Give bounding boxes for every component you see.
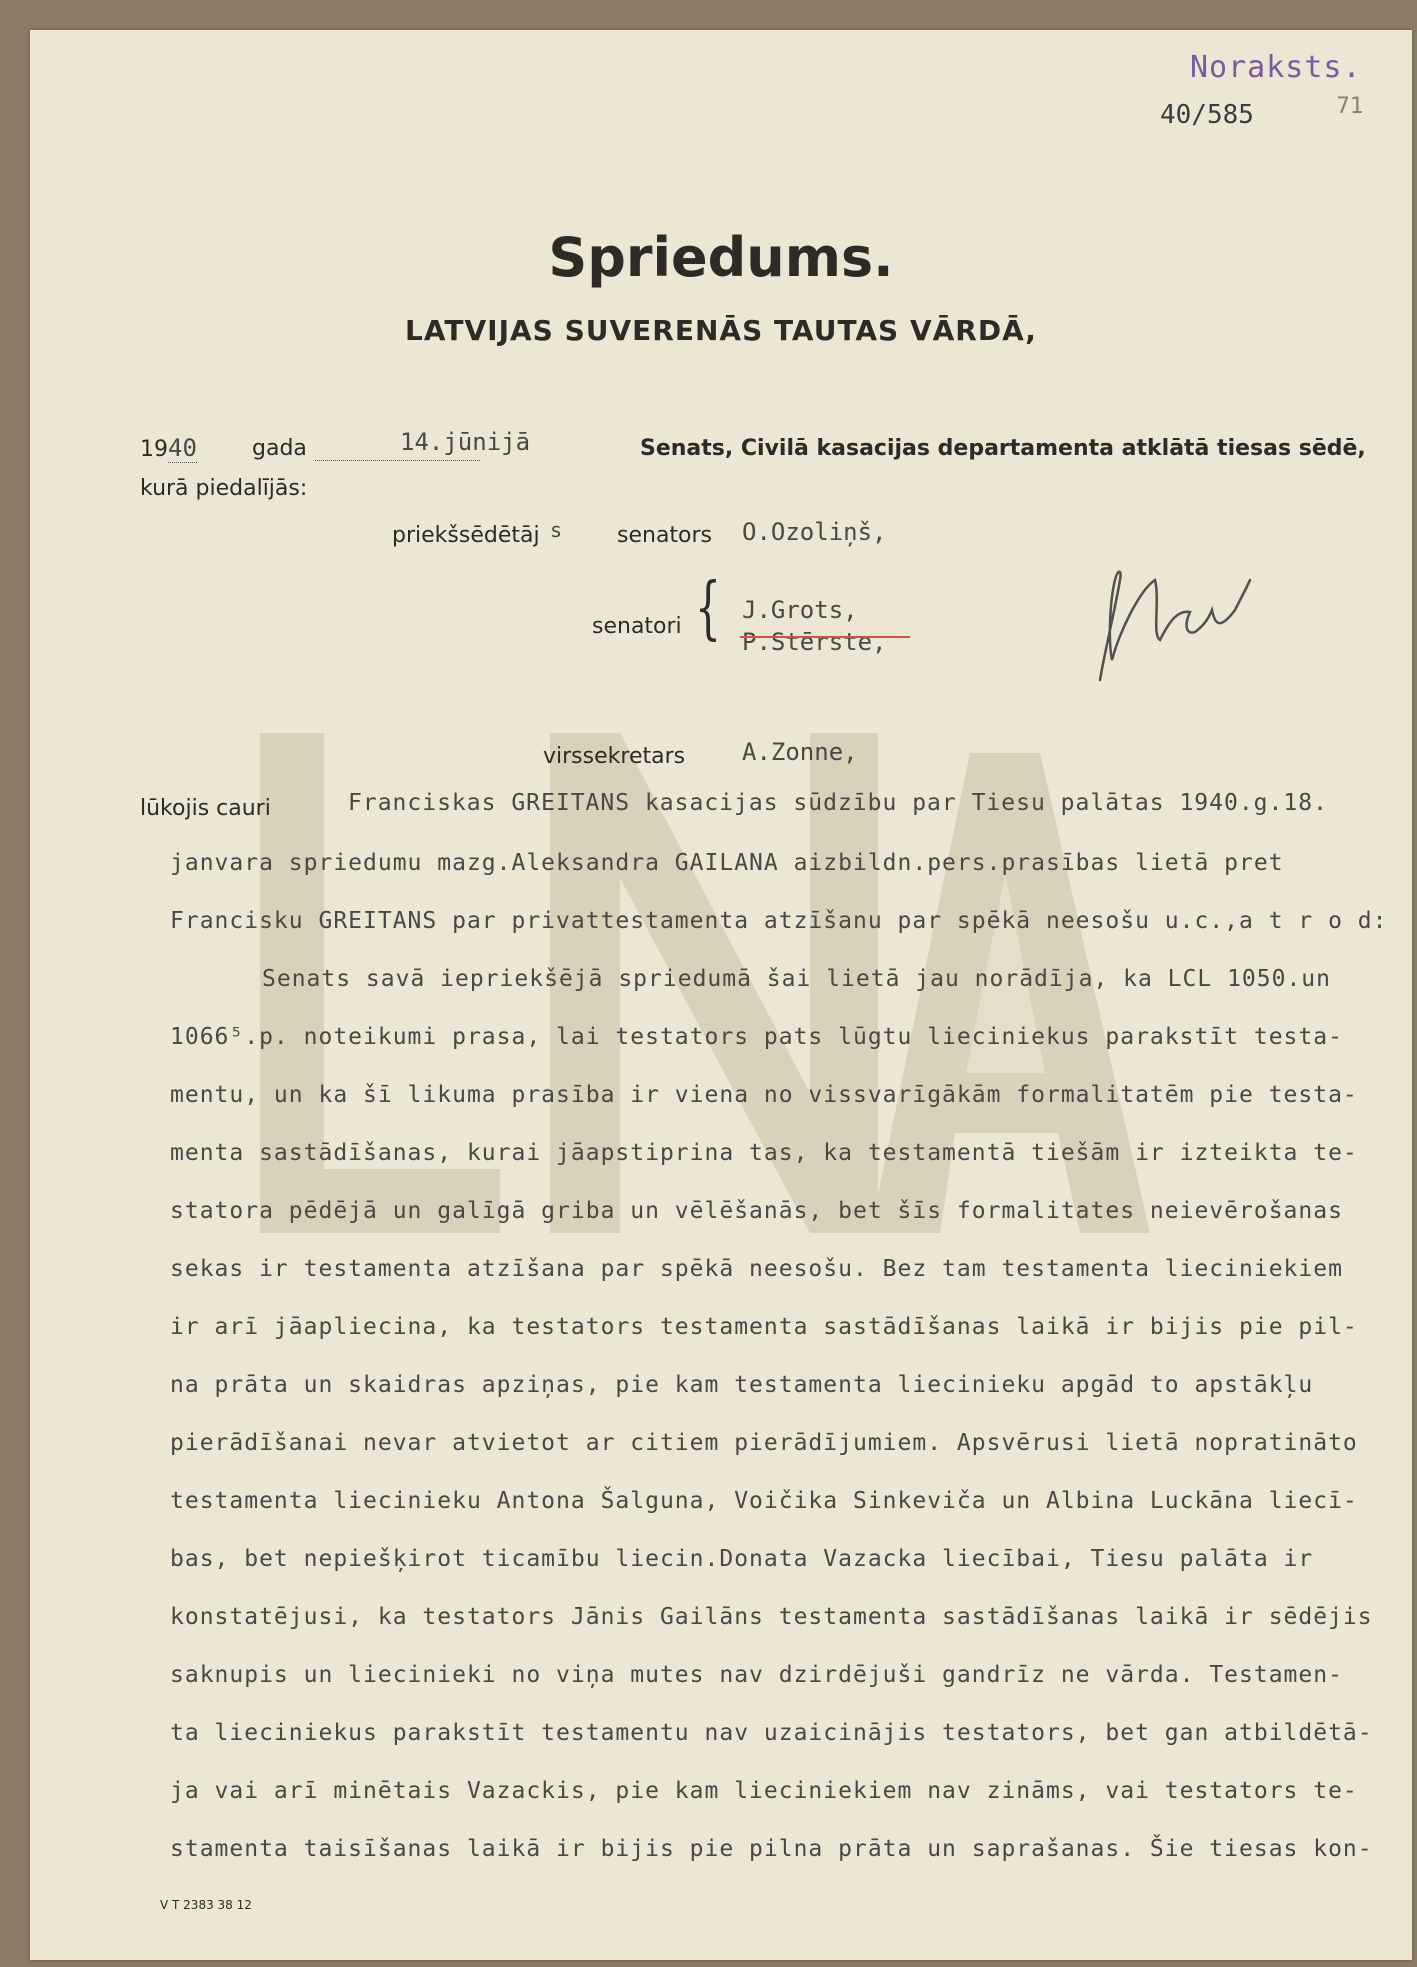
senators-label: senatori [592, 614, 682, 639]
reference-number: 40/585 [1160, 100, 1254, 130]
copy-stamp: Noraksts. [1190, 50, 1362, 85]
year-prefix: 19 [140, 437, 168, 462]
senators-brace: { [695, 569, 721, 648]
body-line: statora pēdējā un galīgā griba un vēlēšanās, bet šīs formalitates neievērošanas [170, 1198, 1343, 1224]
senator-name-2: P.Stērste, [742, 628, 887, 656]
page-number: 71 [1336, 94, 1364, 119]
body-line: bas, bet nepiešķirot ticamību liecin.Donata Vazacka liecībai, Tiesu palāta ir [170, 1546, 1314, 1572]
body-line: Franciskas GREITANS kasacijas sūdzību par Tiesu palātas 1940.g.18. [348, 790, 1328, 816]
body-line: pierādīšanai nevar atvietot ar citiem pierādījumiem. Apsvērusi lietā nopratināto [170, 1430, 1358, 1456]
print-code-footer: V T 2383 38 12 [160, 1898, 252, 1912]
secretary-name: A.Zonne, [742, 738, 858, 766]
senator-name-1: J.Grots, [742, 596, 858, 624]
attendees-label: kurā piedalījās: [140, 476, 308, 501]
document-title: Spriedums. [548, 226, 894, 289]
body-line: ir arī jāapliecina, ka testators testamenta sastādīšanas laikā ir bijis pie pil- [170, 1314, 1358, 1340]
body-line: stamenta taisīšanas laikā ir bijis pie pilna prāta un saprašanas. Šie tiesas kon- [170, 1836, 1373, 1862]
document-page [30, 30, 1412, 1960]
body-line: ja vai arī minētais Vazackis, pie kam lieciniekiem nav zināms, vai testators te- [170, 1778, 1358, 1804]
document-subtitle: LATVIJAS SUVERENĀS TAUTAS VĀRDĀ, [405, 314, 1037, 347]
secretary-label: virssekretars [543, 744, 686, 769]
body-line: konstatējusi, ka testators Jānis Gailāns testamenta sastādīšanas laikā ir sēdējis [170, 1604, 1373, 1630]
chair-suffix: s [550, 518, 563, 542]
handwritten-signature [1060, 540, 1270, 690]
body-line: na prāta un skaidras apziņas, pie kam testamenta liecinieku apgād to apstākļu [170, 1372, 1314, 1398]
body-line: 1066⁵.p. noteikumi prasa, lai testators pats lūgtu lieciniekus parakstīt testa- [170, 1024, 1343, 1050]
body-line: testamenta liecinieku Antona Šalguna, Voičika Sinkeviča un Albina Luckāna liecī- [170, 1488, 1358, 1514]
court-name: Senats, Civilā kasacijas departamenta atklātā tiesas sēdē, [640, 436, 1366, 461]
body-line: menta sastādīšanas, kurai jāapstiprina tas, ka testamentā tiešām ir izteikta te- [170, 1140, 1358, 1166]
body-line: Francisku GREITANS par privattestamenta atzīšanu par spēkā neesošu u.c.,a t r o d: [170, 908, 1388, 934]
body-line: mentu, un ka šī likuma prasība ir viena no vissvarīgākām formalitatēm pie testa- [170, 1082, 1358, 1108]
red-underline-mark [740, 636, 910, 638]
gada-label: gada [252, 436, 307, 461]
year-field [140, 434, 197, 462]
chair-role: senators [617, 523, 713, 548]
year-suffix: 40 [168, 434, 197, 462]
chair-name: O.Ozoliņš, [742, 518, 887, 546]
body-line: sekas ir testamenta atzīšana par spēkā neesošu. Bez tam testamenta lieciniekiem [170, 1256, 1343, 1282]
body-line: ta lieciniekus parakstīt testamentu nav uzaicinājis testators, bet gan atbildētā- [170, 1720, 1373, 1746]
reviewed-label: lūkojis cauri [140, 796, 271, 821]
date-dotted-line [315, 460, 480, 461]
body-line: janvara spriedumu mazg.Aleksandra GAILANA aizbildn.pers.prasības lietā pret [170, 850, 1284, 876]
body-line: Senats savā iepriekšējā spriedumā šai lietā jau norādīja, ka LCL 1050.un [262, 966, 1331, 992]
body-line: saknupis un liecinieki no viņa mutes nav dzirdējuši gandrīz ne vārda. Testamen- [170, 1662, 1343, 1688]
session-date: 14.jūnijā [400, 428, 531, 456]
chair-label: priekšsēdētāj [392, 523, 540, 548]
